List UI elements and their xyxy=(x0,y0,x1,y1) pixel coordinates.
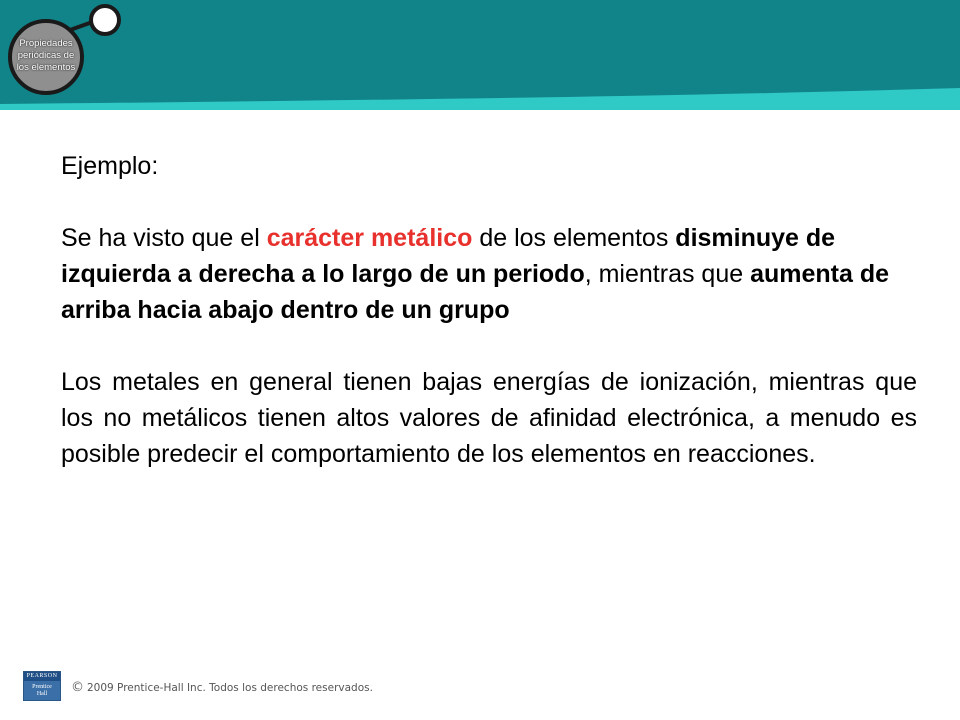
logo-pearson-text: PEARSON xyxy=(24,672,60,681)
highlight-metallic-character: carácter metálico xyxy=(266,224,473,252)
badge-line-3: los elementos xyxy=(16,62,76,73)
bold-increase-group: aumenta de arriba hacia abajo dentro de un grupo xyxy=(61,260,890,324)
para1-text-3: , mientras que xyxy=(584,260,751,288)
header-band xyxy=(0,0,960,110)
bold-decrease-period: disminuye de izquierda a derecha a lo largo de un periodo xyxy=(61,224,836,288)
header-graphic xyxy=(0,0,960,110)
para1-text-2: de los elementos xyxy=(472,224,676,252)
paragraph-metallic-character xyxy=(61,220,921,328)
badge-small-circle xyxy=(91,6,119,34)
badge-line-1: Propiedades xyxy=(19,38,73,49)
paragraph-metals: Los metales en general tienen bajas energías de ionización, mientras que los no metálicos tienen altos valores de afinidad electrónica, a menudo es posible predecir el comportamiento de los elementos en reacciones. xyxy=(61,368,917,468)
logo-prentice-text: Prentice xyxy=(32,684,52,690)
para1-text-1: Se ha visto que el xyxy=(61,224,267,252)
badge-line-2: periódicas de xyxy=(17,50,75,61)
copyright-symbol: © xyxy=(71,680,84,695)
slide-content xyxy=(61,148,921,472)
copyright-notice xyxy=(71,680,373,695)
slide-heading: Ejemplo: xyxy=(61,152,159,180)
copyright-text: 2009 Prentice-Hall Inc. Todos los derechos reservados. xyxy=(87,682,373,694)
header-dark-band xyxy=(0,0,960,104)
badge-label xyxy=(6,38,86,74)
logo-hall-text: Hall xyxy=(36,691,48,697)
pearson-logo xyxy=(23,671,61,701)
